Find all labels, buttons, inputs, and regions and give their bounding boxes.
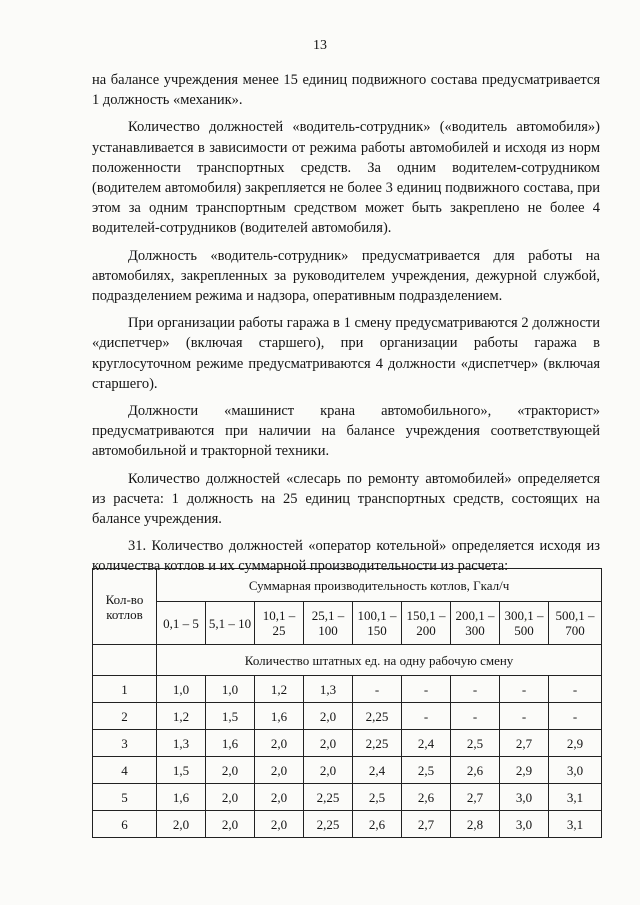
staff-value-cell: 3,0 [500,811,549,838]
boiler-operator-table [92,568,602,838]
boiler-count-header: Кол-во котлов [93,569,157,645]
table-row [93,811,602,838]
table-body [93,676,602,838]
staff-value-cell: 2,25 [304,811,353,838]
page-number: 13 [313,38,327,53]
staff-value-cell: 3,1 [549,784,602,811]
capacity-header: Суммарная производительность котлов, Гкал/ч [157,569,602,602]
capacity-range-header: 300,1 – 500 [500,602,549,645]
table-row [93,730,602,757]
staff-value-cell: 2,6 [402,784,451,811]
staff-value-cell: 3,1 [549,811,602,838]
capacity-range-header: 0,1 – 5 [157,602,206,645]
staff-value-cell: 1,2 [157,703,206,730]
staff-value-cell: 2,0 [255,811,304,838]
staff-value-cell: 2,6 [353,811,402,838]
staff-value-cell: 2,0 [206,811,255,838]
staff-value-cell: 2,5 [402,757,451,784]
capacity-ranges-row [93,602,602,645]
staff-value-cell: 1,6 [157,784,206,811]
staff-value-cell: 2,0 [304,730,353,757]
paragraph: При организации работы гаража в 1 смену предусматриваются 2 должности «диспетчер» (включая старшего), при организации работы гаража в круглосуточном режиме предусматриваются 4 должности «диспетчер» (включая старшего). [92,315,600,392]
staff-value-cell: - [500,676,549,703]
staff-value-cell: 1,0 [206,676,255,703]
paragraph: на балансе учреждения менее 15 единиц подвижного состава предусматривается 1 должность «механик». [92,72,600,109]
staff-value-cell: 2,0 [255,730,304,757]
empty-cell [93,645,157,676]
staff-value-cell: 2,25 [353,730,402,757]
table-row [93,703,602,730]
boiler-count-cell: 5 [93,784,157,811]
staff-value-cell: 2,5 [353,784,402,811]
staff-value-cell: 2,0 [206,757,255,784]
staff-value-cell: 2,0 [304,757,353,784]
staff-value-cell: 2,0 [157,811,206,838]
capacity-range-header: 100,1 – 150 [353,602,402,645]
staff-value-cell: - [549,676,602,703]
staff-value-cell: 1,6 [255,703,304,730]
staff-value-cell: - [402,676,451,703]
staff-value-cell: 2,0 [206,784,255,811]
paragraph: Количество должностей «водитель-сотрудник» («водитель автомобиля») устанавливается в зависимости от режима работы автомобилей и исходя из норм положенности транспортных средств. За одним водителем-сотрудником (водителем автомобиля) закрепляется не более 3 единиц подвижного состава, при этом за одним транспортным средством может быть закреплено не более 4 водителей-сотрудников (водителей автомобиля). [92,119,600,237]
unit-header: Количество штатных ед. на одну рабочую смену [157,645,602,676]
capacity-range-header: 500,1 – 700 [549,602,602,645]
staff-value-cell: 1,5 [206,703,255,730]
staff-value-cell: - [549,703,602,730]
boiler-count-cell: 6 [93,811,157,838]
staff-value-cell: 3,0 [549,757,602,784]
staff-value-cell: 3,0 [500,784,549,811]
paragraph: 31. Количество должностей «оператор котельной» определяется исходя из количества котлов и их суммарной производительности из расчета: [92,538,600,575]
boiler-count-cell: 4 [93,757,157,784]
staff-value-cell: 2,9 [549,730,602,757]
staff-value-cell: - [500,703,549,730]
paragraph: Должности «машинист крана автомобильного», «тракторист» предусматриваются при наличии на балансе учреждения соответствующей автомобильной и тракторной техники. [92,403,600,460]
capacity-range-header: 10,1 – 25 [255,602,304,645]
paragraph: Должность «водитель-сотрудник» предусматривается для работы на автомобилях, закрепленных за руководителем учреждения, дежурной службой, подразделением режима и надзора, оперативным подразделением. [92,247,600,305]
capacity-range-header: 5,1 – 10 [206,602,255,645]
staff-value-cell: 2,25 [304,784,353,811]
staff-value-cell: 2,6 [451,757,500,784]
staff-value-cell: 1,6 [206,730,255,757]
capacity-range-header: 25,1 – 100 [304,602,353,645]
staff-value-cell: - [402,703,451,730]
capacity-range-header: 150,1 – 200 [402,602,451,645]
staff-value-cell: - [353,676,402,703]
staff-value-cell: 1,3 [304,676,353,703]
boiler-count-cell: 1 [93,676,157,703]
staff-value-cell: 1,0 [157,676,206,703]
staff-value-cell: 2,25 [353,703,402,730]
staff-value-cell: 2,0 [255,784,304,811]
staff-value-cell: 1,3 [157,730,206,757]
staff-value-cell: 2,5 [451,730,500,757]
staff-value-cell: 2,0 [255,757,304,784]
boiler-count-cell: 2 [93,703,157,730]
staff-value-cell: 2,4 [402,730,451,757]
staff-value-cell: 2,8 [451,811,500,838]
staff-value-cell: - [451,703,500,730]
boiler-count-cell: 3 [93,730,157,757]
table-row [93,784,602,811]
staff-value-cell: 2,7 [451,784,500,811]
staff-value-cell: 2,7 [500,730,549,757]
staff-value-cell: 2,9 [500,757,549,784]
capacity-range-header: 200,1 – 300 [451,602,500,645]
staff-value-cell: - [451,676,500,703]
paragraph: Количество должностей «слесарь по ремонту автомобилей» определяется из расчета: 1 должность на 25 единиц транспортных средств, состоящих на балансе учреждения. [92,470,600,528]
staff-value-cell: 2,4 [353,757,402,784]
staff-value-cell: 1,5 [157,757,206,784]
table-row [93,757,602,784]
table-row [93,676,602,703]
document-body [92,70,600,584]
staff-value-cell: 1,2 [255,676,304,703]
staff-value-cell: 2,0 [304,703,353,730]
staff-value-cell: 2,7 [402,811,451,838]
